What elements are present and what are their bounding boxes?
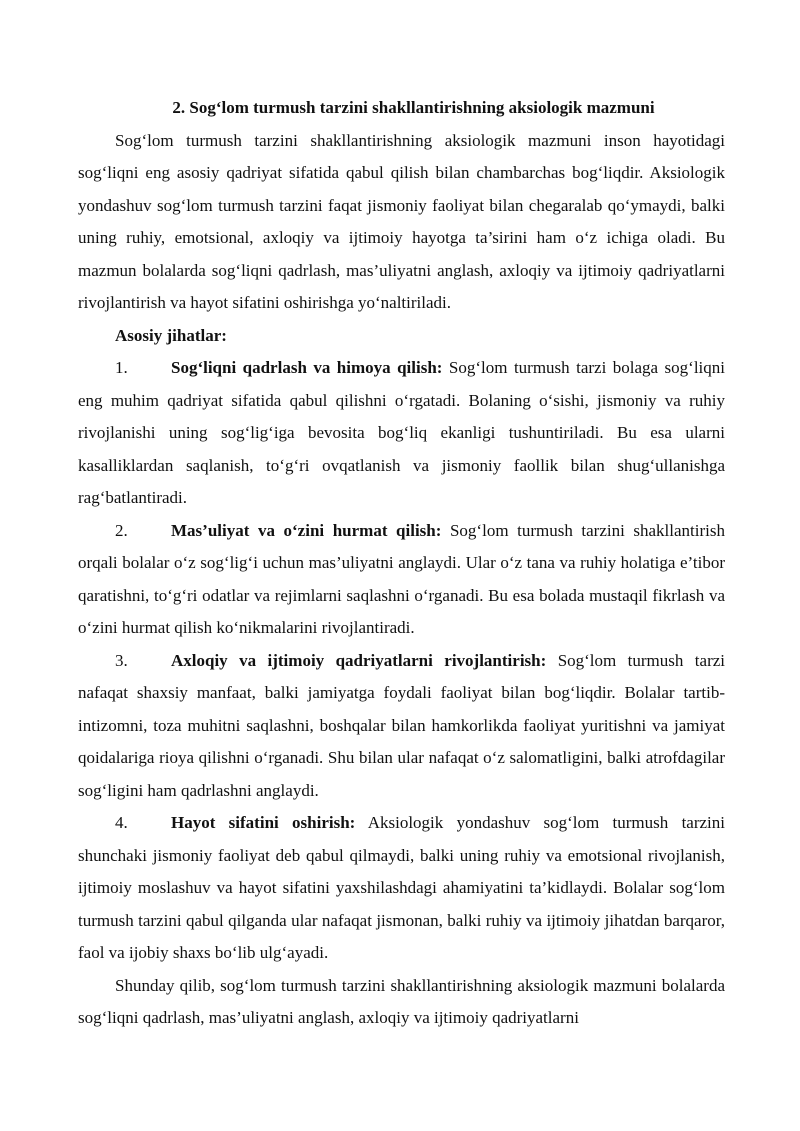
document-page bbox=[78, 92, 725, 1035]
list-item-title: Sog‘liqni qadrlash va himoya qilish: bbox=[171, 358, 443, 377]
list-item-number: 2. bbox=[115, 520, 128, 540]
list-item-title: Axloqiy va ijtimoiy qadriyatlarni rivojlantirish: bbox=[171, 650, 547, 670]
conclusion-paragraph: Shunday qilib, sog‘lom turmush tarzini shakllantirishning aksiologik mazmuni bolalarda sog‘liqni qadrlash, mas’uliyatni anglash, axloqiy va ijtimoiy qadriyatlarni bbox=[78, 975, 725, 1027]
list-item-text: Sog‘lom turmush tarzi nafaqat shaxsiy manfaat, balki jamiyatga foydali faoliyat bilan bog‘liqdir. Bolalar tartib-intizomni, toza muhitni saqlashni, boshqalar bilan hamkorlikda faoliyat yuritishni va jamiyat qoidalariga rioya qilishni o‘rganadi. Shu bilan ular nafaqat o‘z salomatligini, balki atrofdagilar sog‘ligini ham qadrlashni anglaydi. bbox=[78, 650, 726, 800]
list-item-text: Sog‘lom turmush tarzi bolaga sog‘liqni eng muhim qadriyat sifatida qabul qilishni o‘rgatadi. Bolaning o‘sishi, jismoniy va ruhiy rivojlanishi uning sog‘lig‘iga bevosita bog‘liq ekanligi tushuntiriladi. Bu esa ularni kasalliklardan saqlanish, to‘g‘ri ovqatlanish va jismoniy faollik bilan shug‘ullanishga rag‘batlantiradi. bbox=[78, 358, 725, 507]
intro-paragraph: Sog‘lom turmush tarzini shakllantirishning aksiologik mazmuni inson hayotidagi sog‘liqni eng asosiy qadriyat sifatida qabul qilish bilan chambarchas bog‘liqdir. Aksiologik yondashuv sog‘lom turmush tarzini faqat jismoniy faoliyat bilan chegaralab qo‘ymaydi, balki uning ruhiy, emotsional, axloqiy va ijtimoiy hayotga ta’sirini ham o‘z ichiga oladi. Bu mazmun bolalarda sog‘liqni qadrlash, mas’uliyatni anglash, axloqiy va ijtimoiy qadriyatlarni rivojlantirish va hayot sifatini oshirishga yo‘naltiriladi. bbox=[78, 130, 725, 312]
list-item-number: 1. bbox=[115, 358, 128, 377]
list-item-text: Aksiologik yondashuv sog‘lom turmush tarzini shunchaki jismoniy faoliyat deb qabul qilmaydi, balki uning ruhiy va emotsional rivojlanish, ijtimoiy moslashuv va hayot sifatini yaxshilashdagi ahamiyatini ta’kidlaydi. Bolalar sog‘lom turmush tarzini qabul qilganda ular nafaqat jismonan, balki ruhiy va ijtimoiy jihatdan barqaror, faol va ijobiy shaxs bo‘lib ulg‘ayadi. bbox=[78, 813, 725, 962]
list-item bbox=[78, 515, 725, 645]
section-heading: 2. Sog‘lom turmush tarzini shakllantirishning aksiologik mazmuni bbox=[172, 98, 655, 117]
list-item-number: 4. bbox=[115, 813, 128, 832]
list-item bbox=[78, 807, 725, 970]
list-item-text: Sog‘lom turmush tarzini shakllantirish orqali bolalar o‘z sog‘lig‘i uchun mas’uliyatni anglaydi. Ular o‘z tana va ruhiy holatiga e’tibor qaratishni, to‘g‘ri odatlar va rejimlarni saqlashni o‘rganadi. Bu esa bolada mustaqil fikrlash va o‘zini hurmat qilish ko‘nikmalarini rivojlantiradi. bbox=[78, 520, 725, 637]
list-item-title: Mas’uliyat va o‘zini hurmat qilish: bbox=[171, 520, 442, 540]
list-item-number: 3. bbox=[115, 650, 128, 670]
list-item bbox=[78, 645, 725, 808]
key-aspects-subheading: Asosiy jihatlar: bbox=[115, 325, 227, 345]
list-item-title: Hayot sifatini oshirish: bbox=[171, 813, 356, 832]
list-item bbox=[78, 352, 725, 515]
